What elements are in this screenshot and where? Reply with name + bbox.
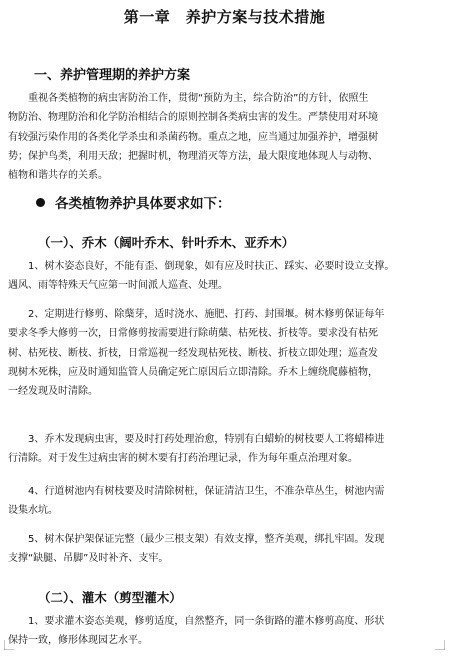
intro-paragraph <box>8 89 436 185</box>
text-line: 物防治、物理防治和化学防治相结合的原则控制各类病虫害的发生。严禁使用对环境 <box>8 112 378 124</box>
text-line: 3、乔木发现病虫害，要及时打药处理治愈，特别有白蜡蚧的树枝要人工将蜡棒进 <box>8 434 385 445</box>
text-line: 保持一致，修形体现园艺水平。 <box>8 635 148 647</box>
text-line: 有较强污染作用的各类化学杀虫和杀菌药物。重点之地，应当通过加强养护，增强树 <box>8 131 378 143</box>
text-line: 要求冬季大修剪一次，日常修剪按需要进行除萌蘖、枯死枝、折枝等。要求没有枯死 <box>8 328 378 340</box>
tree-paragraph-3 <box>8 430 436 469</box>
text-line: 设集水坑。 <box>8 505 58 517</box>
text-line: 树、枯死枝、断枝、折枝，日常巡视一经发现枯死枝、断枝、折枝立即处理；巡查发 <box>8 347 378 359</box>
text-line: 行清除。对于发生过病虫害的树木要有打药治理记录，作为每年重点治理对象。 <box>8 453 358 465</box>
text-line: 支撑“缺腿、吊脚”及时补齐、支牢。 <box>8 553 169 565</box>
text-line: 重视各类植物的病虫害防治工作，贯彻“预防为主，综合防治”的方针，依照生 <box>8 93 369 104</box>
section-heading: 一、养护管理期的养护方案 <box>34 68 191 83</box>
text-line: 现树木死株，应及时通知监管人员确定死亡原因后立即清除。乔木上缠绕爬藤植物， <box>8 366 378 378</box>
text-line: 一经发现及时清除。 <box>8 386 98 398</box>
bullet-heading-text: 各类植物养护具体要求如下： <box>55 196 231 212</box>
text-line: 1、树木姿态良好，不能有歪、倒现象，如有应及时扶正、踩实、必要时设立支撑。 <box>8 261 395 272</box>
text-line: 4、行道树池内有树枝要及时清除树桩，保证清洁卫生，不准杂草丛生，树池内需 <box>8 486 385 497</box>
text-line: 植物和谐共存的关系。 <box>8 170 108 182</box>
text-line: 遇风、雨等特殊天气应第一时间派人巡查、处理。 <box>8 280 228 292</box>
text-line: 5、树木保护架保证完整（最少三根支架）有效支撑，整齐美观，绑扎牢固。发现 <box>8 534 385 545</box>
text-line: 2、定期进行修剪、除蘖芽，适时浇水、施肥、打药、封围堰。树木修剪保证每年 <box>8 309 385 320</box>
subsection-heading-shrubs: （二）、灌木（剪型灌木） <box>38 590 182 605</box>
page-corner-mark-right <box>435 640 445 650</box>
tree-paragraph-5 <box>8 530 436 569</box>
tree-paragraph-1 <box>8 257 436 296</box>
bullet-icon <box>36 198 45 207</box>
tree-paragraph-4 <box>8 482 436 521</box>
shrub-paragraph-1 <box>8 612 436 651</box>
bullet-heading <box>36 192 231 212</box>
text-line: 势；保护鸟类，利用天敌；把握时机，物理消灭等方法，最大限度地体现人与动物、 <box>8 150 378 162</box>
text-line: 1、要求灌木姿态美观，修剪适度，自然整齐，同一条街路的灌木修剪高度、形状 <box>8 616 385 627</box>
subsection-heading-trees: （一）、乔木（阔叶乔木、针叶乔木、亚乔木） <box>38 235 295 250</box>
tree-paragraph-2 <box>8 305 436 401</box>
chapter-title: 第一章 养护方案与技术措施 <box>123 8 326 26</box>
